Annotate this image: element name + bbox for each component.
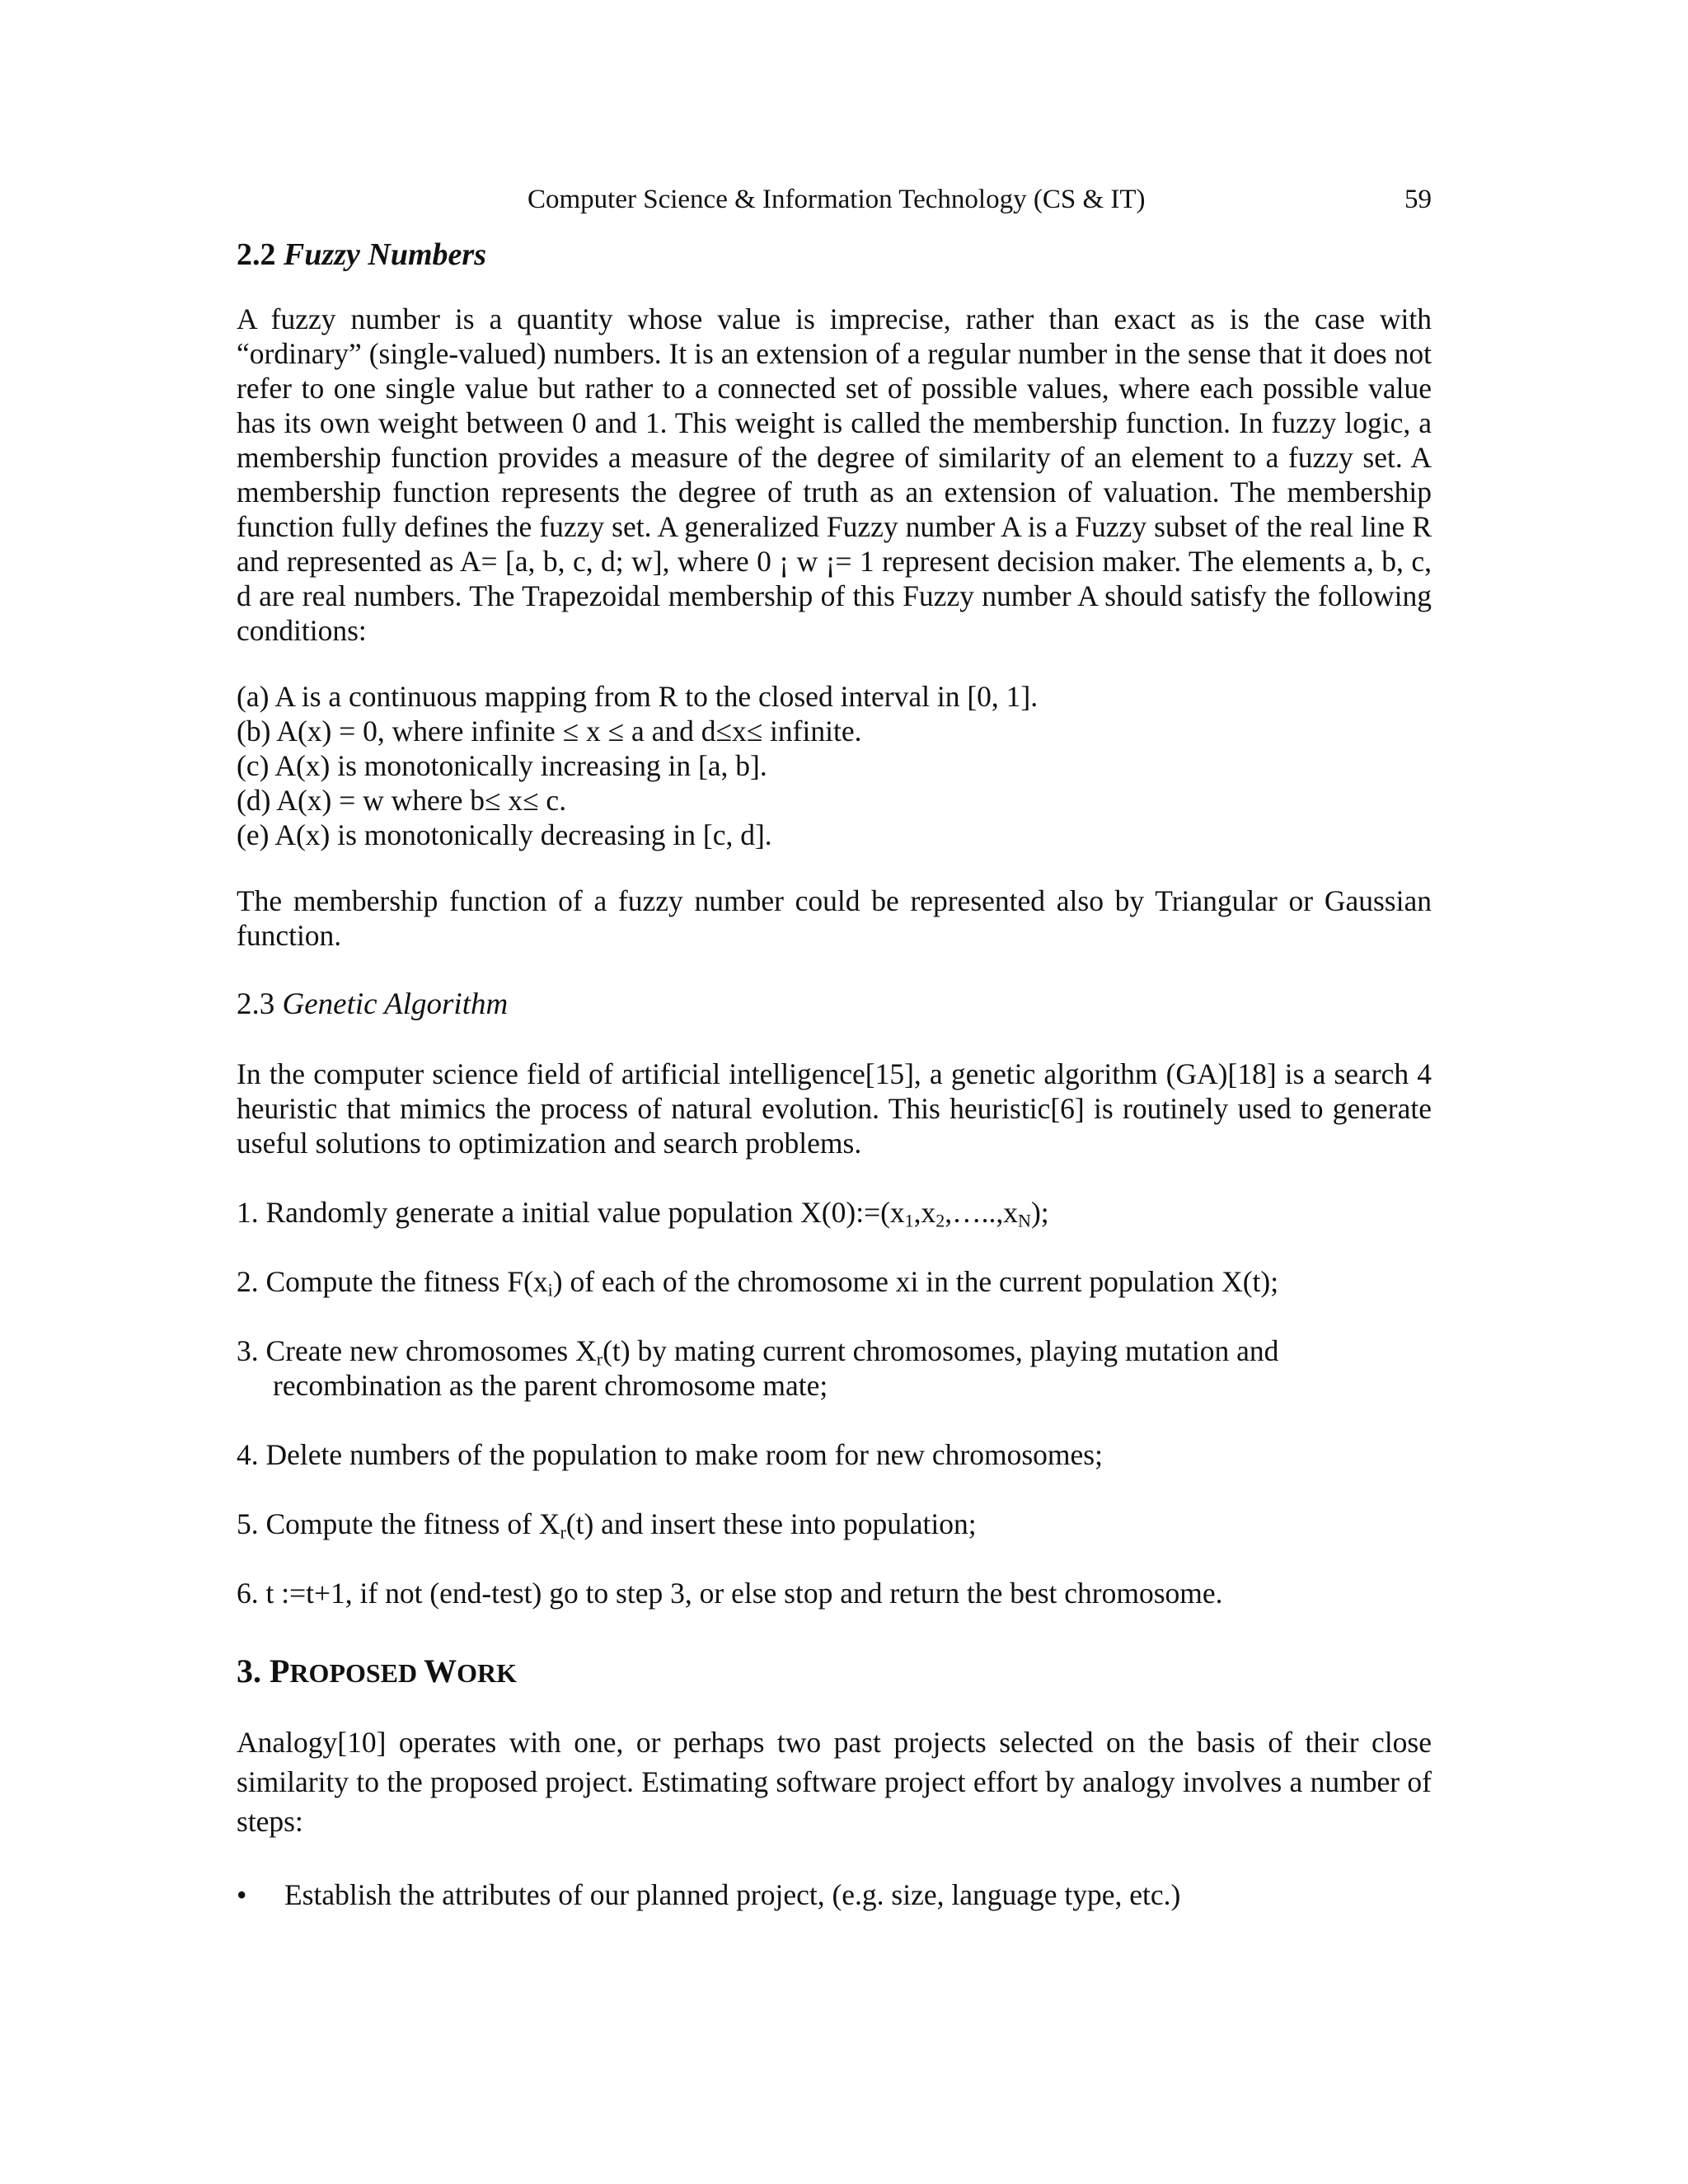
ga-step-4: 4. Delete numbers of the population to make room for new chromosomes; [237,1438,1103,1471]
ga-step-2: 2. Compute the fitness $F(x_i)$ of each of the chromosome xi in the current population X(t); [237,1265,1279,1301]
ga-step-3: 3. Create new chromosomes $X_r(t)$ by mating current chromosomes, playing mutation and [237,1334,1279,1370]
bullet-text: Establish the attributes of our planned project, (e.g. size, language type, etc.) [284,1878,1181,1911]
condition-b: (b) A(x) = 0, where infinite ≤ x ≤ a and d≤x≤ infinite. [237,715,862,748]
proposed-work-paragraph: Analogy[10] operates with one, or perhaps two past projects selected on the basis of their close similarity to the proposed project. Estimating software project effort by analogy involves a number of steps: [237,1726,1432,1838]
membership-closing-paragraph: The membership function of a fuzzy number could be represented also by Triangular or Gaussian function. [237,884,1432,952]
ga-step-5: 5. Compute the fitness of $X_r(t)$ and insert these into population; [237,1507,977,1543]
page-body [237,237,1432,1912]
bullet-icon: • [237,1878,247,1911]
section-2-2-heading [237,237,1432,272]
ga-step-1: 1. Randomly generate a initial value population $X(0):=(x_1,x_2,\dots..,x_N)$; [237,1196,1049,1231]
running-header: Computer Science & Information Technology (CS & IT) [528,185,1146,214]
page-number: 59 [1404,185,1432,214]
ga-step-6: 6. t :=t+1, if not (end-test) go to step 3, or else stop and return the best chromosome. [237,1577,1223,1610]
condition-d: (d) A(x) = w where b≤ x≤ c. [237,784,567,817]
conditions-list [237,679,1432,852]
ga-step-3-continued: recombination as the parent chromosome mate; [273,1369,828,1402]
bullet-item [237,1877,1432,1912]
condition-c: (c) A(x) is monotonically increasing in [a, b]. [237,749,767,782]
condition-e: (e) A(x) is monotonically decreasing in [c, d]. [237,818,772,851]
section-2-3-heading [237,987,1432,1022]
section-number: 2.3 [237,987,275,1021]
section-title: Fuzzy Numbers [284,237,486,272]
condition-a: (a) A is a continuous mapping from R to the closed interval in [0, 1]. [237,680,1039,713]
genetic-algorithm-paragraph: In the computer science field of artificial intelligence[15], a genetic algorithm (GA)[18] is a search 4 heuristic that mimics the process of natural evolution. This heuristic[6] is routinely used to generate useful solutions to optimization and search problems. [237,1057,1432,1160]
section-3-heading: 3. PROPOSED WORK [237,1652,518,1690]
section-title: Genetic Algorithm [282,987,509,1021]
section-number: 2.2 [237,237,276,272]
fuzzy-numbers-paragraph: A fuzzy number is a quantity whose value is imprecise, rather than exact as is the case with “ordinary” (single-valued) numbers. It is an extension of a regular number in the sense that it does not refer to one single value but rather to a connected set of possible values, where each possible value has its own weight between 0 and 1. This weight is called the membership function. In fuzzy logic, a membership function provides a measure of the degree of similarity of an element to a fuzzy set. A membership function represents the degree of truth as an extension of valuation. The membership function fully defines the fuzzy set. A generalized Fuzzy number A is a Fuzzy subset of the real line R and represented as A= [a, b, c, d; w], where 0 ¡ w ¡= 1 represent decision maker. The elements a, b, c, d are real numbers. The Trapezoidal membership of this Fuzzy number A should satisfy the following conditions: [237,302,1432,647]
